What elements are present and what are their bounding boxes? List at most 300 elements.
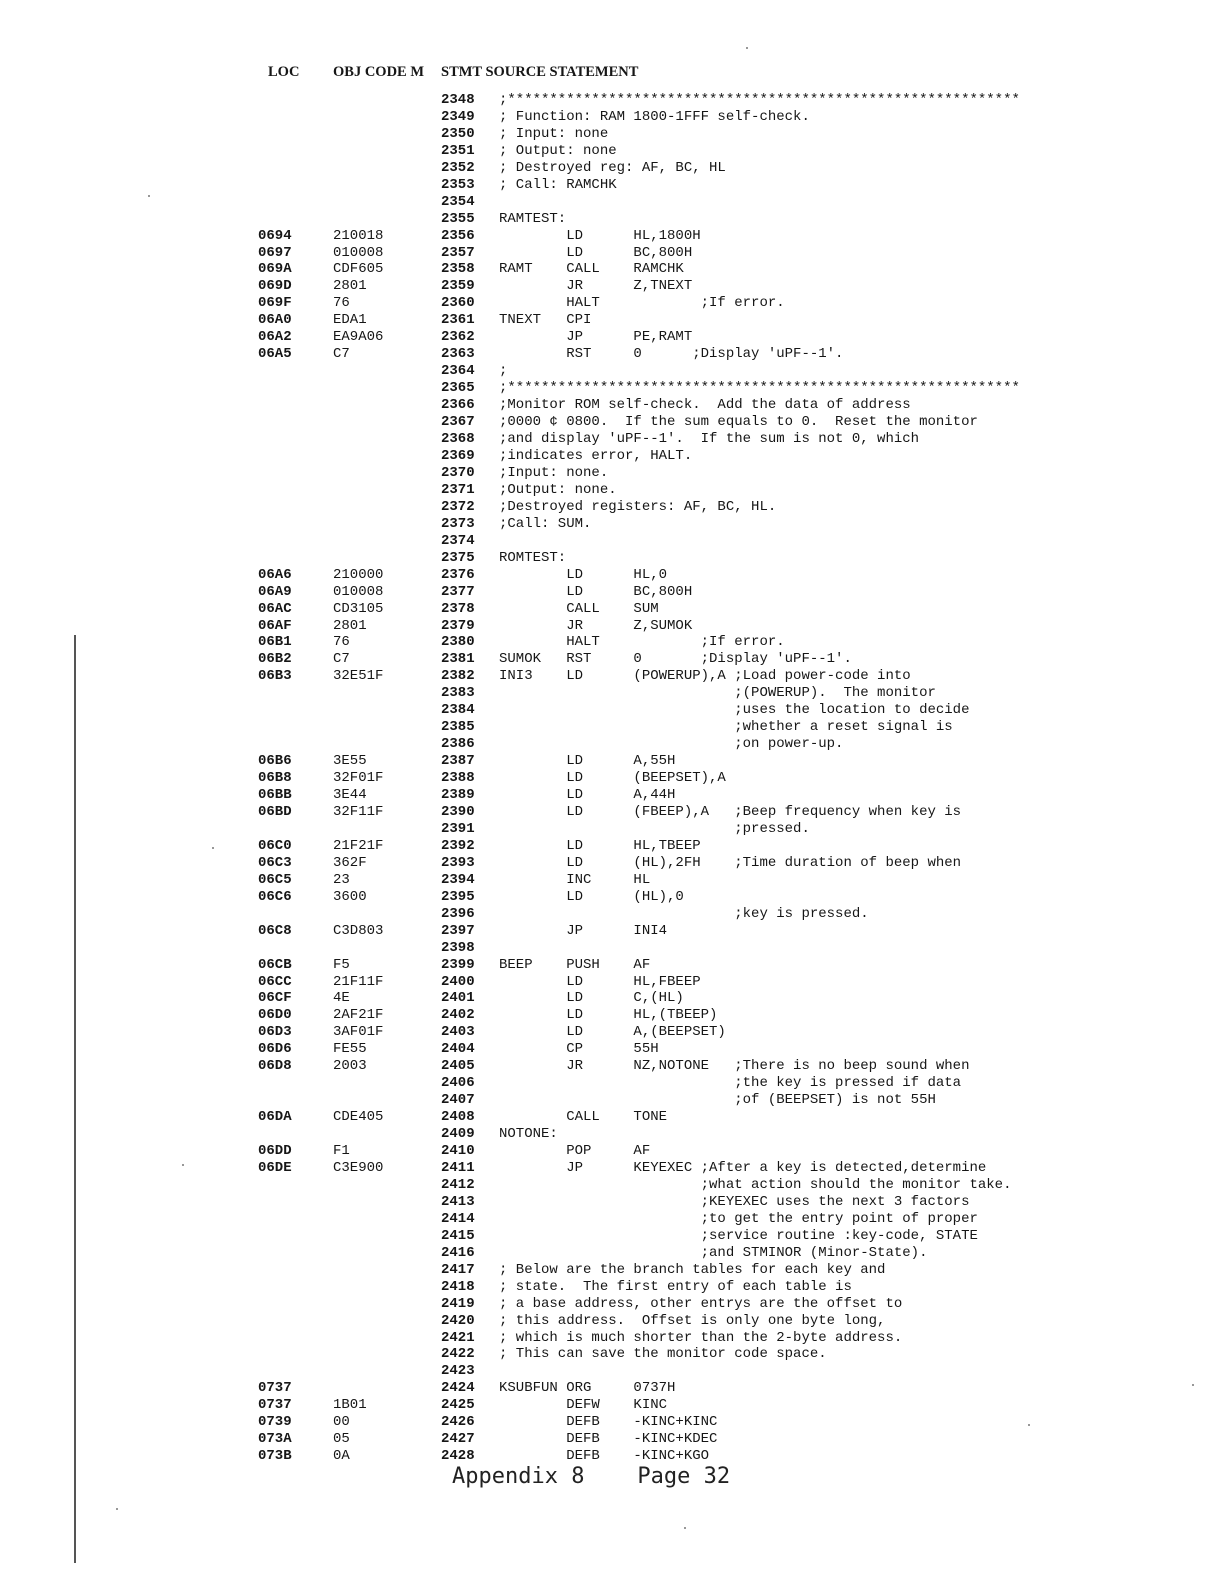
row-loc: 0694 [258,227,292,244]
row-source: DEFB -KINC+KDEC [499,1431,718,1448]
row-stmt: 2380 [441,634,475,651]
row-source: LD HL,1800H [499,227,701,244]
row-obj-code: C7 [333,651,350,668]
row-source: ; Output: none [499,142,617,159]
row-stmt: 2418 [441,1278,475,1295]
row-obj-code: 32F11F [333,803,384,820]
row-stmt: 2388 [441,770,475,787]
row-stmt: 2419 [441,1295,475,1312]
row-loc: 073A [258,1431,292,1448]
row-source: ;and display 'uPF--1'. If the sum is not 0, which [499,431,920,448]
listing-row [258,92,1158,109]
listing-row [258,855,1158,872]
row-source: LD HL,TBEEP [499,837,701,854]
row-source: ;key is pressed. [499,905,869,922]
row-loc: 06A2 [258,329,292,346]
row-stmt: 2384 [441,702,475,719]
listing-row [258,1262,1158,1279]
row-stmt: 2395 [441,888,475,905]
row-loc: 06BB [258,787,292,804]
row-stmt: 2398 [441,939,475,956]
listing-row [258,1346,1158,1363]
listing-row [258,1330,1158,1347]
row-stmt: 2404 [441,1041,475,1058]
row-obj-code: 362F [333,854,367,871]
row-stmt: 2387 [441,753,475,770]
row-source: ;************************************************************* [499,380,1020,397]
row-loc: 06A5 [258,346,292,363]
row-stmt: 2364 [441,363,475,380]
row-loc: 06C5 [258,871,292,888]
row-stmt: 2427 [441,1431,475,1448]
row-source: LD A,44H [499,787,676,804]
row-source: ;Destroyed registers: AF, BC, HL. [499,498,777,515]
row-stmt: 2360 [441,295,475,312]
row-stmt: 2376 [441,566,475,583]
listing-row [258,516,1158,533]
listing-row [258,380,1158,397]
row-source: ;pressed. [499,820,810,837]
row-stmt: 2368 [441,431,475,448]
listing-row [258,431,1158,448]
row-source: LD BC,800H [499,583,693,600]
row-stmt: 2390 [441,803,475,820]
row-stmt: 2402 [441,1007,475,1024]
row-stmt: 2391 [441,820,475,837]
row-loc: 06A9 [258,583,292,600]
row-obj-code: 76 [333,295,350,312]
listing-row [258,346,1158,363]
row-source: RST 0 ;Display 'uPF--1'. [499,346,844,363]
row-stmt: 2366 [441,397,475,414]
listing-row [258,1363,1158,1380]
row-obj-code: 010008 [333,583,384,600]
row-stmt: 2386 [441,736,475,753]
row-source: INI3 LD (POWERUP),A ;Load power-code into [499,668,911,685]
row-stmt: 2411 [441,1160,475,1176]
listing-row [258,889,1158,906]
row-stmt: 2383 [441,685,475,702]
listing-row [258,685,1158,702]
listing-row [258,1143,1158,1160]
row-stmt: 2413 [441,1193,475,1210]
row-stmt: 2420 [441,1312,475,1329]
row-source: ;the key is pressed if data [499,1075,962,1092]
listing-row [258,1024,1158,1041]
row-obj-code: EDA1 [333,312,367,329]
row-stmt: 2392 [441,837,475,854]
row-stmt: 2400 [441,973,475,990]
listing-row [258,618,1158,635]
row-obj-code: 32F01F [333,770,384,787]
row-obj-code: 76 [333,634,350,651]
row-stmt: 2416 [441,1244,475,1261]
listing-row [258,143,1158,160]
row-obj-code: 21F11F [333,973,384,990]
row-stmt: 2406 [441,1075,475,1092]
row-loc: 0737 [258,1380,292,1397]
row-obj-code: C7 [333,346,350,363]
header-obj-code: OBJ CODE M [333,64,425,80]
listing-row [258,211,1158,228]
row-obj-code: 2003 [333,1058,367,1075]
listing-row [258,499,1158,516]
assembly-listing [258,64,1158,1465]
listing-row [258,126,1158,143]
row-loc: 06D3 [258,1024,292,1041]
scan-speck [1028,1424,1030,1426]
row-stmt: 2408 [441,1109,475,1126]
row-stmt: 2363 [441,346,475,363]
row-stmt: 2382 [441,668,475,685]
listing-row [258,1414,1158,1431]
listing-row [258,363,1158,380]
row-source: HALT ;If error. [499,634,785,651]
row-source: LD A,55H [499,753,676,770]
row-source: LD A,(BEEPSET) [499,1024,726,1041]
row-obj-code: 21F21F [333,837,384,854]
row-obj-code: 3600 [333,888,367,905]
row-stmt: 2370 [441,464,475,481]
listing-row [258,974,1158,991]
listing-row [258,465,1158,482]
row-loc: 06A0 [258,312,292,329]
listing-row [258,838,1158,855]
listing-row [258,668,1158,685]
row-obj-code: 210000 [333,566,384,583]
row-loc: 06AF [258,617,292,634]
row-source: POP AF [499,1143,651,1160]
row-stmt: 2373 [441,515,475,532]
row-stmt: 2354 [441,193,475,210]
row-stmt: 2393 [441,854,475,871]
row-source: ;and STMINOR (Minor-State). [499,1244,928,1261]
row-loc: 06D0 [258,1007,292,1024]
scan-speck [1192,1384,1194,1386]
listing-row [258,584,1158,601]
row-obj-code: C3E900 [333,1160,384,1176]
listing-row [258,1245,1158,1262]
row-stmt: 2399 [441,956,475,973]
row-stmt: 2349 [441,108,475,125]
row-stmt: 2367 [441,414,475,431]
scan-speck [684,1527,686,1529]
row-loc: 06D8 [258,1058,292,1075]
row-source: ; Function: RAM 1800-1FFF self-check. [499,108,810,125]
listing-row [258,1109,1158,1126]
row-loc: 06DA [258,1109,292,1126]
row-source: ; Call: RAMCHK [499,176,617,193]
listing-row [258,1126,1158,1143]
row-stmt: 2426 [441,1414,475,1431]
listing-row [258,312,1158,329]
row-loc: 06CF [258,990,292,1007]
row-source: ; Below are the branch tables for each key and [499,1261,886,1278]
row-stmt: 2405 [441,1058,475,1075]
row-source: ROMTEST: [499,549,567,566]
listing-row [258,160,1158,177]
listing-row [258,601,1158,618]
row-stmt: 2375 [441,549,475,566]
row-obj-code: F1 [333,1143,350,1160]
listing-row [258,770,1158,787]
listing-row [258,278,1158,295]
row-obj-code: 0A [333,1448,350,1465]
row-stmt: 2389 [441,787,475,804]
listing-row [258,533,1158,550]
listing-body [258,92,1158,1465]
row-stmt: 2361 [441,312,475,329]
row-source: CALL TONE [499,1109,668,1126]
row-source: ; which is much shorter than the 2-byte address. [499,1329,903,1346]
row-stmt: 2372 [441,498,475,515]
row-source: ;0000 ¢ 0800. If the sum equals to 0. Reset the monitor [499,414,978,431]
row-source: TNEXT CPI [499,312,592,329]
row-source: ;Input: none. [499,464,609,481]
listing-row [258,1177,1158,1194]
row-stmt: 2379 [441,617,475,634]
row-stmt: 2421 [441,1329,475,1346]
row-source: ;indicates error, HALT. [499,447,693,464]
row-source: ; a base address, other entrys are the offset to [499,1295,903,1312]
row-stmt: 2374 [441,532,475,549]
listing-row [258,719,1158,736]
row-obj-code: 4E [333,990,350,1007]
row-source: NOTONE: [499,1126,558,1143]
row-stmt: 2414 [441,1210,475,1227]
row-source: ;of (BEEPSET) is not 55H [499,1092,936,1109]
row-source: ; Destroyed reg: AF, BC, HL [499,159,726,176]
header-stmt: STMT SOURCE STATEMENT [441,64,639,80]
row-source: ;Output: none. [499,481,617,498]
row-source: SUMOK RST 0 ;Display 'uPF--1'. [499,651,852,668]
listing-header [258,64,1158,81]
row-obj-code: C3D803 [333,922,384,939]
listing-row [258,295,1158,312]
row-stmt: 2359 [441,278,475,295]
listing-row [258,906,1158,923]
listing-row [258,1380,1158,1397]
row-stmt: 2357 [441,244,475,261]
listing-row [258,329,1158,346]
row-obj-code: 1B01 [333,1397,367,1414]
scan-speck [148,195,150,197]
row-loc: 06BD [258,803,292,820]
row-stmt: 2358 [441,261,475,278]
row-stmt: 2401 [441,990,475,1007]
row-loc: 06B6 [258,753,292,770]
listing-row [258,940,1158,957]
header-source: SOURCE STATEMENT [485,64,639,80]
row-loc: 069F [258,295,292,312]
listing-row [258,1160,1158,1177]
listing-row [258,702,1158,719]
row-obj-code: 3AF01F [333,1024,384,1041]
row-obj-code: CDE405 [333,1109,384,1126]
listing-row [258,1211,1158,1228]
row-source: LD HL,0 [499,566,668,583]
row-loc: 06AC [258,600,292,617]
row-stmt: 2348 [441,91,475,108]
row-loc: 06CB [258,956,292,973]
row-source: ; This can save the monitor code space. [499,1346,827,1363]
row-source: CP 55H [499,1041,659,1058]
row-source: ;Monitor ROM self-check. Add the data of address [499,397,911,414]
row-stmt: 2351 [441,142,475,159]
row-source: KSUBFUN ORG 0737H [499,1380,676,1397]
row-source: LD HL,(TBEEP) [499,1007,718,1024]
row-obj-code: F5 [333,956,350,973]
row-stmt: 2362 [441,329,475,346]
scan-speck [116,1508,118,1510]
row-source: JP INI4 [499,922,668,939]
listing-row [258,1041,1158,1058]
row-source: BEEP PUSH AF [499,956,651,973]
row-stmt: 2369 [441,447,475,464]
row-obj-code: EA9A06 [333,329,384,346]
row-stmt: 2424 [441,1380,475,1397]
listing-row [258,957,1158,974]
row-loc: 069A [258,261,292,278]
row-stmt: 2371 [441,481,475,498]
row-stmt: 2394 [441,871,475,888]
row-loc: 069D [258,278,292,295]
listing-row [258,923,1158,940]
listing-row [258,109,1158,126]
listing-row [258,1397,1158,1414]
row-stmt: 2425 [441,1397,475,1414]
row-source: LD BC,800H [499,244,693,261]
row-source: ;service routine :key-code, STATE [499,1227,978,1244]
row-source: ; state. The first entry of each table is [499,1278,852,1295]
row-stmt: 2407 [441,1092,475,1109]
listing-row [258,1092,1158,1109]
row-loc: 06B3 [258,668,292,685]
row-source: JR Z,TNEXT [499,278,693,295]
row-source: HALT ;If error. [499,295,785,312]
listing-row [258,1313,1158,1330]
listing-row [258,1279,1158,1296]
row-stmt: 2417 [441,1261,475,1278]
row-stmt: 2403 [441,1024,475,1041]
row-source: ;what action should the monitor take. [499,1176,1012,1193]
row-obj-code: CDF605 [333,261,384,278]
row-obj-code: 23 [333,871,350,888]
listing-row [258,1058,1158,1075]
row-source: JR NZ,NOTONE ;There is no beep sound when [499,1058,970,1075]
listing-row [258,1448,1158,1465]
row-loc: 073B [258,1448,292,1465]
listing-row [258,228,1158,245]
row-source: ;************************************************************* [499,91,1020,108]
row-source: JP KEYEXEC ;After a key is detected,determine [499,1160,987,1176]
scan-margin-line [74,635,76,1563]
row-obj-code: 3E44 [333,787,367,804]
listing-row [258,990,1158,1007]
row-loc: 06DD [258,1143,292,1160]
row-obj-code: 2801 [333,278,367,295]
row-loc: 06D6 [258,1041,292,1058]
row-loc: 06C3 [258,854,292,871]
listing-row [258,261,1158,278]
row-source: JR Z,SUMOK [499,617,693,634]
row-stmt: 2412 [441,1176,475,1193]
listing-row [258,821,1158,838]
listing-row [258,567,1158,584]
row-loc: 0697 [258,244,292,261]
row-loc: 06A6 [258,566,292,583]
row-loc: 06C6 [258,888,292,905]
row-source: DEFB -KINC+KINC [499,1414,718,1431]
row-stmt: 2352 [441,159,475,176]
row-source: LD (HL),2FH ;Time duration of beep when [499,854,962,871]
listing-row [258,651,1158,668]
row-stmt: 2423 [441,1363,475,1380]
row-loc: 06C0 [258,837,292,854]
row-stmt: 2353 [441,176,475,193]
row-source: LD (BEEPSET),A [499,770,726,787]
listing-row [258,482,1158,499]
listing-row [258,245,1158,262]
listing-row [258,177,1158,194]
row-source: DEFB -KINC+KGO [499,1448,710,1465]
row-source: ;uses the location to decide [499,702,970,719]
scan-speck [746,47,748,49]
listing-row [258,397,1158,414]
listing-row [258,634,1158,651]
row-source: LD (HL),0 [499,888,684,905]
listing-row [258,753,1158,770]
row-stmt: 2365 [441,380,475,397]
row-loc: 06B8 [258,770,292,787]
row-loc: 06B2 [258,651,292,668]
row-loc: 06B1 [258,634,292,651]
row-source: LD C,(HL) [499,990,684,1007]
row-loc: 06C8 [258,922,292,939]
page-footer: Appendix 8 Page 32 [452,1464,731,1489]
listing-row [258,1075,1158,1092]
row-obj-code: 2801 [333,617,367,634]
row-stmt: 2409 [441,1126,475,1143]
row-source: LD HL,FBEEP [499,973,701,990]
row-stmt: 2355 [441,210,475,227]
row-stmt: 2377 [441,583,475,600]
listing-row [258,448,1158,465]
listing-row [258,550,1158,567]
row-obj-code: 00 [333,1414,350,1431]
row-stmt: 2397 [441,922,475,939]
listing-row [258,787,1158,804]
row-source: JP PE,RAMT [499,329,693,346]
row-stmt: 2415 [441,1227,475,1244]
row-loc: 0737 [258,1397,292,1414]
row-source: ;on power-up. [499,736,844,753]
row-stmt: 2350 [441,125,475,142]
row-source: RAMT CALL RAMCHK [499,261,684,278]
row-stmt: 2422 [441,1346,475,1363]
row-stmt: 2381 [441,651,475,668]
row-obj-code: CD3105 [333,600,384,617]
listing-row [258,1431,1158,1448]
header-loc: LOC [268,64,300,80]
row-stmt: 2378 [441,600,475,617]
row-stmt: 2356 [441,227,475,244]
row-obj-code: 010008 [333,244,384,261]
listing-row [258,736,1158,753]
row-stmt: 2385 [441,719,475,736]
row-source: ;(POWERUP). The monitor [499,685,936,702]
scan-speck [182,1164,184,1166]
